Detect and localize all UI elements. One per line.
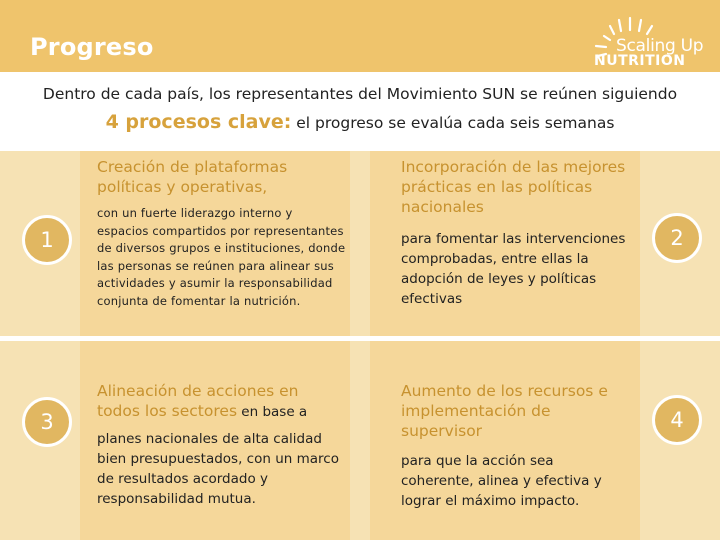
intro-line-2-rest: el progreso se evalúa cada seis semanas <box>291 114 615 132</box>
intro-line-2 <box>0 111 720 133</box>
process-4-body: para que la acción sea coherente, alinea y efectiva y lograr el máximo impacto. <box>401 453 602 509</box>
process-1-number-badge: 1 <box>22 215 72 265</box>
process-1-heading: Creación de plataformas políticas y operativas, <box>97 158 288 196</box>
header-bar <box>0 0 720 72</box>
process-2-number-badge: 2 <box>652 213 702 263</box>
logo-text-scaling-up: Scaling Up <box>616 36 704 56</box>
process-card-2 <box>370 151 640 336</box>
process-4-heading: Aumento de los recursos e implementación de supervisor <box>401 382 608 440</box>
process-2-body: para fomentar las intervenciones comprobadas, entre ellas la adopción de leyes y políticas efectivas <box>401 231 626 307</box>
process-card-4 <box>370 341 640 540</box>
process-3-heading-block <box>97 381 342 422</box>
process-4-number-badge: 4 <box>652 395 702 445</box>
process-3-heading-tail: en base a <box>237 404 308 420</box>
logo-text-nutrition: NUTRITION <box>594 53 686 69</box>
process-1-body: con un fuerte liderazgo interno y espacios compartidos por representantes de diversos grupos e instituciones, donde las personas se reúnen para alinear sus actividades y asumir la responsabilidad conjunta de fomentar la nutrición. <box>97 206 346 308</box>
process-card-3 <box>80 341 350 540</box>
page-title: Progreso <box>30 33 154 61</box>
intro-line-1: Dentro de cada país, los representantes del Movimiento SUN se reúnen siguiendo <box>42 85 678 103</box>
scaling-up-nutrition-logo <box>590 10 714 68</box>
process-3-body: planes nacionales de alta calidad bien presupuestados, con un marco de resultados acordado y responsabilidad mutua. <box>97 431 339 507</box>
process-3-number-badge: 3 <box>22 397 72 447</box>
intro-accent: 4 procesos clave: <box>105 111 292 133</box>
process-3-heading: Alineación de acciones en todos los sectores <box>97 382 299 420</box>
process-2-heading: Incorporación de las mejores prácticas en las políticas nacionales <box>401 158 626 216</box>
process-card-1 <box>80 151 350 336</box>
process-grid <box>0 151 720 540</box>
